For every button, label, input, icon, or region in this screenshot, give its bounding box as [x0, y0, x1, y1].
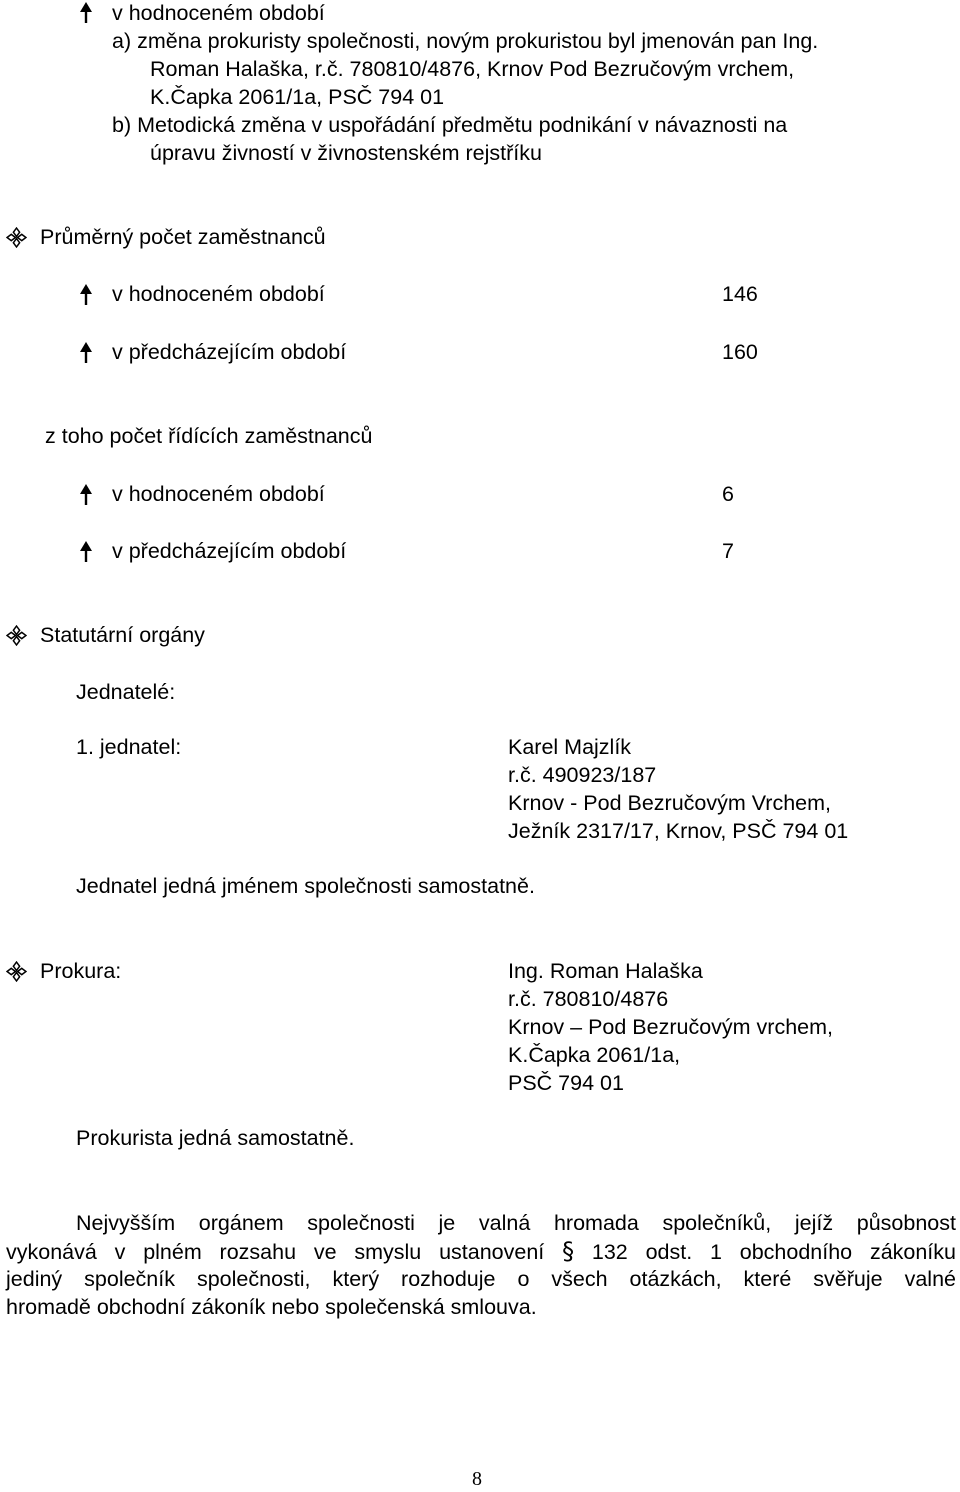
closing-paragraph: [6, 1209, 956, 1321]
pin-bullet-icon: [80, 342, 92, 364]
procura-name: Ing. Roman Halaška: [508, 959, 703, 983]
employees-previous-value: 160: [722, 340, 758, 364]
pin-bullet-icon: [80, 284, 92, 306]
procura-postcode: PSČ 794 01: [508, 1071, 624, 1095]
pin-bullet-icon: [80, 484, 92, 506]
director-address-1: Krnov - Pod Bezručovým Vrchem,: [508, 791, 832, 815]
managers-previous-label: v předcházejícím období: [112, 539, 347, 563]
change-a-line-1: a) změna prokuristy společnosti, novým prokuristou byl jmenován pan Ing.: [112, 29, 819, 53]
page-number: 8: [472, 1468, 482, 1490]
change-a-line-2: Roman Halaška, r.č. 780810/4876, Krnov Pod Bezručovým vrchem,: [150, 57, 795, 81]
closing-line-2: [6, 1237, 956, 1265]
managers-current-label: v hodnoceném období: [112, 482, 325, 506]
closing-line-2a: vykonává v plném rozsahu ve smyslu ustanovení: [6, 1240, 563, 1264]
pin-bullet-icon: [80, 2, 92, 24]
procura-heading: Prokura:: [40, 959, 122, 983]
statutory-heading: Statutární orgány: [40, 623, 205, 647]
director-note: Jednatel jedná jménem společnosti samostatně.: [76, 874, 535, 898]
managers-current-value: 6: [722, 482, 734, 506]
employees-heading: Průměrný počet zaměstnanců: [40, 225, 326, 249]
section-sign: §: [562, 1237, 575, 1265]
change-a-line-3: K.Čapka 2061/1a, PSČ 794 01: [150, 85, 445, 109]
closing-line-4: hromadě obchodní zákoník nebo společenská smlouva.: [6, 1295, 537, 1319]
director-name: Karel Majzlík: [508, 735, 632, 759]
director-id: r.č. 490923/187: [508, 763, 657, 787]
procura-note: Prokurista jedná samostatně.: [76, 1126, 355, 1150]
employees-previous-label: v předcházejícím období: [112, 340, 347, 364]
employees-current-value: 146: [722, 282, 758, 306]
closing-line-2b: 132 odst. 1 obchodního zákoníku: [574, 1240, 956, 1264]
period-label: v hodnoceném období: [112, 1, 325, 25]
managers-previous-value: 7: [722, 539, 734, 563]
diamond-bullet-icon: [6, 227, 27, 248]
managers-heading: z toho počet řídících zaměstnanců: [45, 424, 373, 448]
closing-line-3: jediný společník společnosti, který rozhoduje o všech otázkách, které svěřuje valné: [6, 1267, 956, 1291]
procura-address-1: Krnov – Pod Bezručovým vrchem,: [508, 1015, 834, 1039]
directors-subheading: Jednatelé:: [76, 680, 176, 704]
diamond-bullet-icon: [6, 961, 27, 982]
closing-line-1: Nejvyšším orgánem společnosti je valná hromada společníků, jejíž působnost: [76, 1211, 956, 1235]
change-b-line-2: úpravu živností v živnostenském rejstříku: [150, 141, 542, 165]
pin-bullet-icon: [80, 541, 92, 563]
diamond-bullet-icon: [6, 625, 27, 646]
procura-id: r.č. 780810/4876: [508, 987, 669, 1011]
procura-address-2: K.Čapka 2061/1a,: [508, 1043, 681, 1067]
director-address-2: Ježník 2317/17, Krnov, PSČ 794 01: [508, 819, 849, 843]
director-label: 1. jednatel:: [76, 735, 182, 759]
employees-current-label: v hodnoceném období: [112, 282, 325, 306]
change-b-line-1: b) Metodická změna v uspořádání předmětu podnikání v návaznosti na: [112, 113, 788, 137]
